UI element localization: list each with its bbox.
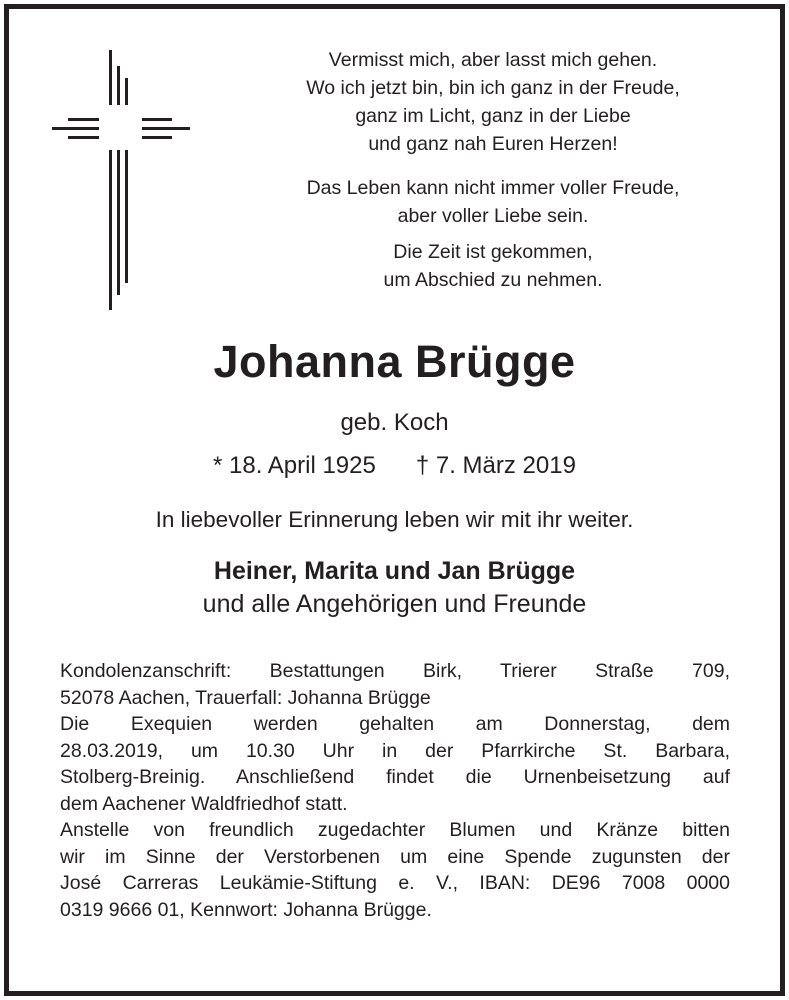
poem-line: um Abschied zu nehmen. [383, 269, 603, 291]
poem-stanza [250, 238, 736, 294]
life-dates: * 18. April 1925 † 7. März 2019 [213, 452, 576, 479]
condolence-line: Kondolenzanschrift: Bestattungen Birk, Trierer Straße 709, [60, 660, 730, 682]
donation-line: Anstelle von freundlich zugedachter Blumen und Kränze bitten [60, 819, 730, 841]
deceased-name: Johanna Brügge [213, 336, 576, 387]
family-relatives: und alle Angehörigen und Freunde [202, 590, 587, 618]
poem [250, 46, 736, 310]
exequies-line: dem Aachener Waldfriedhof statt. [60, 792, 348, 815]
born-name: geb. Koch [340, 409, 449, 436]
poem-line: Die Zeit ist gekommen, [393, 241, 593, 263]
donation-line: wir im Sinne der Verstorbenen um eine Spende zugunsten der [60, 845, 730, 868]
donation-line: 0319 9666 01, Kennwort: Johanna Brügge. [60, 898, 432, 921]
poem-line: ganz im Licht, ganz in der Liebe [355, 105, 631, 127]
exequies-line: Die Exequien werden gehalten am Donnerstag, dem [60, 713, 730, 735]
remembrance-text: In liebevoller Erinnerung leben wir mit ihr weiter. [155, 507, 634, 532]
poem-line: aber voller Liebe sein. [397, 205, 589, 227]
family-names: Heiner, Marita und Jan Brügge [213, 557, 576, 585]
condolence-line: 52078 Aachen, Trauerfall: Johanna Brügge [60, 686, 431, 709]
exequies-line: Stolberg-Breinig. Anschließend findet die Urnenbeisetzung auf [60, 766, 730, 788]
exequies-line: 28.03.2019, um 10.30 Uhr in der Pfarrkirche St. Barbara, [60, 739, 730, 762]
poem-line: Wo ich jetzt bin, bin ich ganz in der Freude, [306, 77, 680, 99]
info-block [60, 658, 730, 923]
poem-stanza [250, 174, 736, 230]
poem-stanza [250, 46, 736, 158]
poem-line: Vermisst mich, aber lasst mich gehen. [328, 49, 658, 71]
poem-line: Das Leben kann nicht immer voller Freude, [306, 177, 680, 199]
poem-line: und ganz nah Euren Herzen! [368, 133, 618, 155]
cross-icon [50, 50, 200, 312]
donation-line: José Carreras Leukämie-Stiftung e. V., IBAN: DE96 7008 0000 [60, 872, 730, 894]
